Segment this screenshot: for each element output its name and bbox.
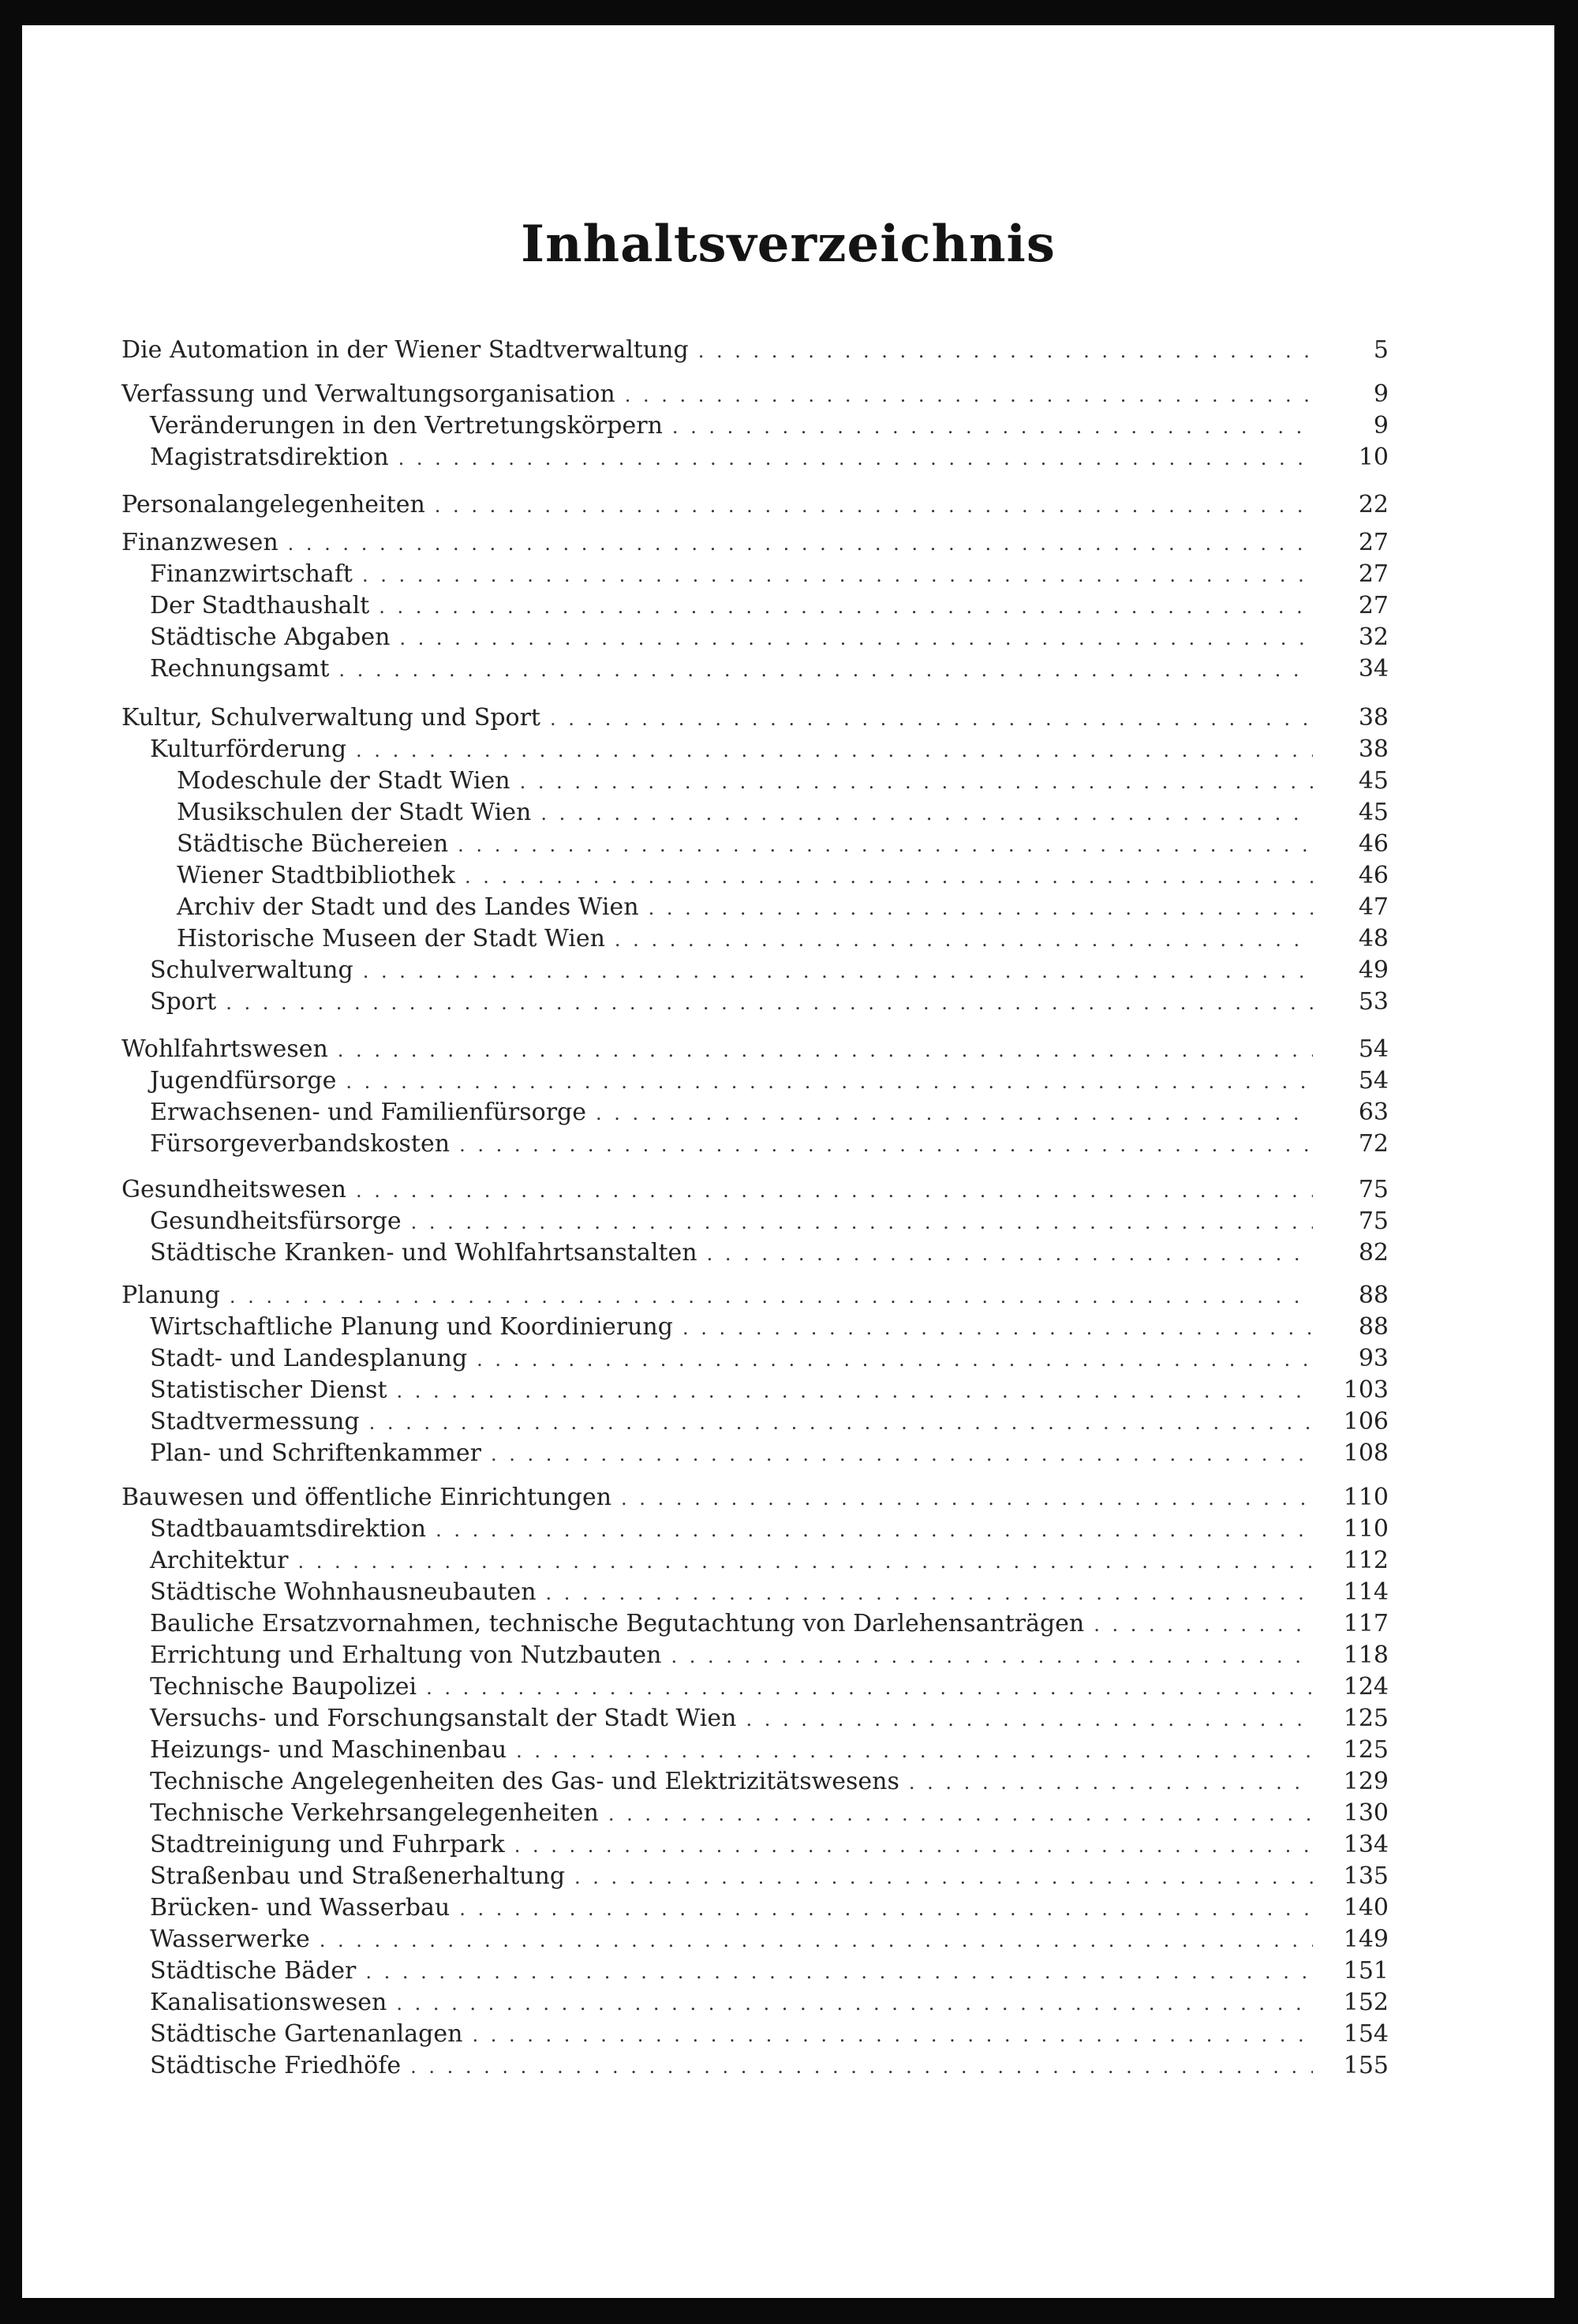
page-title: Inhaltsverzeichnis	[521, 215, 1056, 274]
toc-entry-page-number: 27	[1358, 529, 1389, 556]
toc-dot-leader	[436, 1514, 1313, 1546]
toc-dot-leader	[369, 1407, 1313, 1439]
toc-entry-page-number: 88	[1358, 1313, 1389, 1341]
toc-entry-label: Die Automation in der Wiener Stadtverwaltung	[122, 336, 689, 364]
toc-entry-label: Gesundheitsfürsorge	[150, 1207, 402, 1235]
toc-entry-label: Städtische Büchereien	[177, 830, 449, 858]
toc-entry-page-number: 134	[1343, 1831, 1389, 1858]
toc-entry-page-number: 32	[1358, 623, 1389, 651]
toc-entry-page-number: 112	[1343, 1547, 1389, 1574]
toc-entry	[177, 765, 1389, 797]
toc-dot-leader	[707, 1238, 1313, 1270]
toc-entry-page-number: 5	[1373, 336, 1389, 364]
toc-entry-page-number: 45	[1358, 799, 1389, 826]
toc-entry-page-number: 155	[1343, 2052, 1389, 2079]
toc-entry	[150, 1237, 1389, 1269]
toc-dot-leader	[698, 335, 1313, 367]
toc-dot-leader	[320, 1925, 1313, 1956]
toc-entry-page-number: 154	[1343, 2020, 1389, 2048]
toc-entry-label: Städtische Wohnhausneubauten	[150, 1578, 537, 1606]
toc-entry-page-number: 34	[1358, 655, 1389, 683]
toc-dot-leader	[379, 591, 1313, 623]
toc-entry-page-number: 47	[1358, 893, 1389, 921]
toc-dot-leader	[682, 1312, 1313, 1344]
toc-entry-label: Stadtbauamtsdirektion	[150, 1515, 427, 1543]
toc-entry	[150, 1312, 1389, 1343]
toc-dot-leader	[459, 1893, 1313, 1925]
toc-entry-page-number: 149	[1343, 1925, 1389, 1953]
toc-dot-leader	[338, 1035, 1313, 1066]
toc-entry-page-number: 54	[1358, 1035, 1389, 1063]
toc-entry	[150, 410, 1389, 442]
toc-entry-page-number: 125	[1343, 1736, 1389, 1764]
toc-entry-label: Finanzwirtschaft	[150, 560, 353, 588]
toc-entry-page-number: 9	[1373, 412, 1389, 440]
toc-entry-page-number: 110	[1343, 1484, 1389, 1511]
toc-entry-page-number: 27	[1358, 592, 1389, 619]
toc-entry-page-number: 38	[1358, 704, 1389, 732]
toc-entry-label: Modeschule der Stadt Wien	[177, 767, 510, 795]
toc-entry	[150, 1671, 1389, 1703]
toc-entry-label: Personalangelegenheiten	[122, 491, 425, 518]
toc-entry-label: Errichtung und Erhaltung von Nutzbauten	[150, 1641, 662, 1669]
toc-dot-leader	[596, 1098, 1313, 1129]
toc-entry-label: Bauliche Ersatzvornahmen, technische Begutachtung von Darlehensanträgen	[150, 1610, 1085, 1637]
toc-dot-leader	[435, 490, 1313, 522]
toc-entry	[177, 892, 1389, 923]
toc-entry-label: Städtische Abgaben	[150, 623, 391, 651]
toc-entry	[177, 923, 1389, 955]
toc-entry-page-number: 63	[1358, 1098, 1389, 1126]
toc-entry	[150, 2019, 1389, 2050]
toc-dot-leader	[398, 443, 1313, 474]
toc-entry-page-number: 125	[1343, 1705, 1389, 1732]
toc-entry	[150, 1798, 1389, 1829]
toc-entry-page-number: 10	[1358, 443, 1389, 471]
toc-entry-page-number: 152	[1343, 1989, 1389, 2016]
toc-entry-label: Wohlfahrtswesen	[122, 1035, 328, 1063]
toc-entry	[150, 1343, 1389, 1375]
toc-entry-page-number: 22	[1358, 491, 1389, 518]
toc-entry-page-number: 130	[1343, 1799, 1389, 1827]
toc-dot-leader	[615, 924, 1313, 956]
table-of-contents	[22, 25, 1554, 2298]
toc-entry-page-number: 48	[1358, 925, 1389, 952]
toc-entry-page-number: 72	[1358, 1130, 1389, 1158]
toc-entry	[150, 734, 1389, 765]
toc-entry-label: Planung	[122, 1282, 220, 1309]
toc-entry	[150, 1545, 1389, 1577]
toc-entry	[150, 559, 1389, 590]
toc-dot-leader	[397, 1375, 1313, 1407]
toc-entry-page-number: 75	[1358, 1176, 1389, 1203]
toc-dot-leader	[365, 1956, 1313, 1988]
toc-dot-leader	[410, 2051, 1313, 2083]
toc-dot-leader	[520, 766, 1313, 798]
toc-entry-page-number: 9	[1373, 380, 1389, 408]
toc-entry	[150, 1640, 1389, 1671]
toc-dot-leader	[399, 623, 1313, 654]
toc-entry-label: Magistratsdirektion	[150, 443, 389, 471]
toc-dot-leader	[465, 861, 1313, 893]
toc-entry-label: Technische Baupolizei	[150, 1673, 417, 1701]
toc-entry	[150, 1987, 1389, 2019]
toc-entry-page-number: 54	[1358, 1067, 1389, 1095]
toc-entry-label: Archiv der Stadt und des Landes Wien	[177, 893, 639, 921]
toc-dot-leader	[459, 1129, 1313, 1161]
toc-entry-label: Städtische Kranken- und Wohlfahrtsanstalten	[150, 1239, 697, 1267]
toc-entry-label: Historische Museen der Stadt Wien	[177, 925, 605, 952]
toc-entry	[150, 1735, 1389, 1766]
toc-dot-leader	[649, 893, 1313, 924]
toc-entry-label: Architektur	[150, 1547, 289, 1574]
toc-dot-leader	[625, 380, 1313, 411]
toc-entry-page-number: 53	[1358, 988, 1389, 1016]
toc-entry	[150, 1577, 1389, 1608]
toc-entry-label: Bauwesen und öffentliche Einrichtungen	[122, 1484, 612, 1511]
document-page	[22, 25, 1554, 2298]
toc-entry-label: Schulverwaltung	[150, 956, 353, 984]
toc-entry	[150, 1406, 1389, 1438]
toc-entry-label: Wiener Stadtbibliothek	[177, 862, 455, 889]
toc-entry-page-number: 27	[1358, 560, 1389, 588]
toc-dot-leader	[1094, 1609, 1313, 1641]
toc-entry-label: Städtische Bäder	[150, 1957, 357, 1985]
toc-dot-leader	[909, 1767, 1313, 1798]
toc-entry	[150, 622, 1389, 653]
toc-entry-page-number: 93	[1358, 1345, 1389, 1372]
toc-dot-leader	[356, 1175, 1313, 1207]
toc-entry-page-number: 82	[1358, 1239, 1389, 1267]
toc-dot-leader	[362, 559, 1313, 591]
toc-entry-label: Straßenbau und Straßenerhaltung	[150, 1862, 566, 1890]
toc-entry-page-number: 108	[1343, 1439, 1389, 1467]
toc-entry-label: Städtische Gartenanlagen	[150, 2020, 463, 2048]
toc-entry-page-number: 129	[1343, 1768, 1389, 1795]
toc-entry	[150, 1375, 1389, 1406]
toc-entry-page-number: 117	[1343, 1610, 1389, 1637]
toc-dot-leader	[230, 1281, 1313, 1312]
toc-dot-leader	[426, 1672, 1313, 1704]
toc-entry-label: Technische Angelegenheiten des Gas- und Elektrizitätswesens	[150, 1768, 899, 1795]
toc-entry-label: Sport	[150, 988, 217, 1016]
toc-dot-leader	[363, 956, 1313, 987]
toc-dot-leader	[574, 1862, 1313, 1893]
toc-entry-page-number: 110	[1343, 1515, 1389, 1543]
toc-entry-label: Brücken- und Wasserbau	[150, 1894, 451, 1922]
toc-dot-leader	[672, 411, 1313, 443]
toc-dot-leader	[338, 654, 1313, 686]
toc-entry	[150, 1128, 1389, 1160]
toc-entry	[150, 1097, 1389, 1128]
toc-entry	[122, 527, 1389, 559]
toc-dot-leader	[396, 1988, 1313, 2019]
toc-entry-page-number: 49	[1358, 956, 1389, 984]
toc-entry	[122, 1034, 1389, 1065]
toc-entry-label: Fürsorgeverbandskosten	[150, 1130, 451, 1158]
toc-entry	[150, 1608, 1389, 1640]
toc-dot-leader	[297, 1546, 1313, 1577]
toc-dot-leader	[477, 1344, 1313, 1375]
toc-entry-label: Statistischer Dienst	[150, 1376, 387, 1404]
toc-entry	[150, 1924, 1389, 1955]
toc-entry-page-number: 140	[1343, 1894, 1389, 1922]
toc-entry	[150, 1861, 1389, 1892]
toc-entry-page-number: 45	[1358, 767, 1389, 795]
toc-entry-page-number: 46	[1358, 862, 1389, 889]
toc-entry	[150, 1829, 1389, 1861]
toc-entry-page-number: 106	[1343, 1408, 1389, 1435]
toc-dot-leader	[458, 829, 1313, 861]
toc-entry	[150, 986, 1389, 1018]
toc-dot-leader	[546, 1577, 1313, 1609]
toc-dot-leader	[746, 1704, 1313, 1735]
toc-entry-page-number: 124	[1343, 1673, 1389, 1701]
toc-dot-leader	[288, 528, 1313, 559]
toc-entry	[122, 1482, 1389, 1514]
toc-entry	[150, 1206, 1389, 1237]
toc-dot-leader	[550, 703, 1313, 735]
toc-dot-leader	[516, 1735, 1313, 1767]
toc-entry-label: Städtische Friedhöfe	[150, 2052, 402, 2079]
toc-entry	[177, 829, 1389, 860]
toc-dot-leader	[540, 798, 1313, 829]
toc-entry-page-number: 46	[1358, 830, 1389, 858]
toc-entry-label: Musikschulen der Stadt Wien	[177, 799, 532, 826]
toc-entry-label: Wirtschaftliche Planung und Koordinierung	[150, 1313, 673, 1341]
toc-entry-label: Stadtreinigung und Fuhrpark	[150, 1831, 505, 1858]
toc-dot-leader	[356, 735, 1313, 766]
toc-entry	[122, 702, 1389, 734]
toc-entry	[150, 1955, 1389, 1987]
toc-entry-page-number: 135	[1343, 1862, 1389, 1890]
toc-dot-leader	[671, 1641, 1313, 1672]
toc-dot-leader	[472, 2019, 1313, 2051]
toc-entry	[150, 1438, 1389, 1469]
toc-entry	[150, 1065, 1389, 1097]
toc-entry-label: Der Stadthaushalt	[150, 592, 370, 619]
toc-entry	[122, 379, 1389, 410]
toc-entry	[150, 1703, 1389, 1735]
toc-entry-label: Kanalisationswesen	[150, 1989, 387, 2016]
toc-entry-label: Kulturförderung	[150, 735, 347, 763]
toc-entry	[122, 1280, 1389, 1312]
toc-entry	[150, 1766, 1389, 1798]
toc-entry-page-number: 114	[1343, 1578, 1389, 1606]
toc-entry-label: Verfassung und Verwaltungsorganisation	[122, 380, 615, 408]
toc-entry	[150, 1514, 1389, 1545]
toc-entry-page-number: 38	[1358, 735, 1389, 763]
toc-entry	[150, 955, 1389, 986]
toc-dot-leader	[621, 1483, 1313, 1514]
toc-dot-leader	[411, 1207, 1313, 1238]
toc-entry	[150, 2050, 1389, 2082]
toc-entry-page-number: 103	[1343, 1376, 1389, 1404]
toc-entry	[122, 335, 1389, 366]
toc-entry	[122, 1174, 1389, 1206]
toc-entry-label: Veränderungen in den Vertretungskörpern	[150, 412, 663, 440]
toc-entry	[150, 653, 1389, 685]
toc-entry-label: Versuchs- und Forschungsanstalt der Stadt Wien	[150, 1705, 737, 1732]
toc-entry	[150, 442, 1389, 473]
toc-entry-label: Stadt- und Landesplanung	[150, 1345, 468, 1372]
toc-entry-label: Gesundheitswesen	[122, 1176, 346, 1203]
toc-entry	[122, 489, 1389, 521]
toc-entry-page-number: 88	[1358, 1282, 1389, 1309]
toc-entry	[177, 860, 1389, 892]
toc-entry-label: Rechnungsamt	[150, 655, 330, 683]
toc-entry	[177, 797, 1389, 829]
toc-dot-leader	[346, 1066, 1313, 1098]
toc-entry-label: Jugendfürsorge	[150, 1067, 337, 1095]
toc-dot-leader	[226, 987, 1313, 1019]
toc-entry-label: Finanzwesen	[122, 529, 279, 556]
toc-dot-leader	[608, 1798, 1313, 1830]
toc-entry	[150, 1892, 1389, 1924]
toc-entry-label: Kultur, Schulverwaltung und Sport	[122, 704, 540, 732]
toc-dot-leader	[491, 1439, 1313, 1470]
toc-entry-label: Plan- und Schriftenkammer	[150, 1439, 481, 1467]
toc-entry-page-number: 75	[1358, 1207, 1389, 1235]
toc-entry-label: Wasserwerke	[150, 1925, 310, 1953]
toc-dot-leader	[514, 1830, 1313, 1862]
toc-entry-page-number: 118	[1343, 1641, 1389, 1669]
toc-entry-page-number: 151	[1343, 1957, 1389, 1985]
toc-entry-label: Stadtvermessung	[150, 1408, 360, 1435]
toc-entry	[150, 590, 1389, 622]
toc-entry-label: Technische Verkehrsangelegenheiten	[150, 1799, 599, 1827]
toc-entry-label: Heizungs- und Maschinenbau	[150, 1736, 507, 1764]
toc-entry-label: Erwachsenen- und Familienfürsorge	[150, 1098, 587, 1126]
